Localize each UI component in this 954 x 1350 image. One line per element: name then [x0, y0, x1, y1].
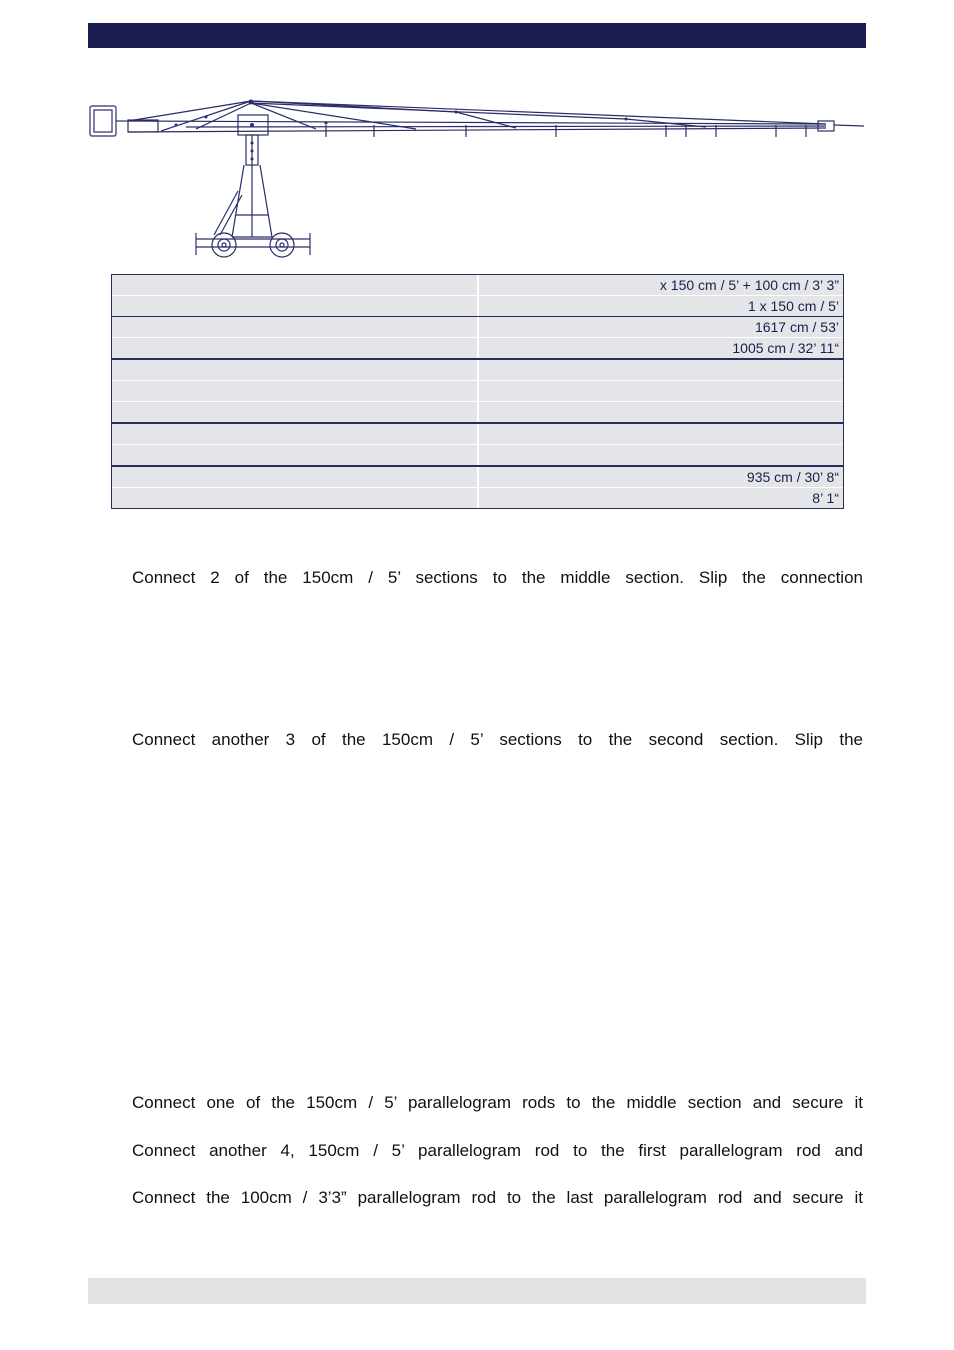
spec-label: [112, 296, 479, 316]
spec-value: [479, 445, 844, 465]
spec-value: [479, 360, 844, 380]
spec-row: [112, 424, 843, 445]
spec-row: [112, 296, 843, 316]
spec-value: [479, 381, 844, 401]
spec-value: [479, 402, 844, 422]
spec-label: [112, 317, 479, 337]
spec-label: [112, 445, 479, 465]
spec-group-2: [111, 316, 844, 359]
spec-group-4: [111, 423, 844, 466]
instruction-paragraph-5: Connect the 100cm / 3’3” parallelogram rod to the last parallelogram rod and secure it: [132, 1188, 863, 1207]
spec-value: x 150 cm / 5’ + 100 cm / 3’ 3”: [659, 277, 839, 293]
spec-label: [112, 467, 479, 487]
spec-row: [112, 360, 843, 381]
instruction-paragraph-4: Connect another 4, 150cm / 5’ parallelogram rod to the first parallelogram rod and: [132, 1141, 863, 1160]
footer-bar: [88, 1278, 866, 1304]
spec-value: 1617 cm / 53’: [754, 319, 839, 335]
spec-value: 935 cm / 30’ 8“: [746, 469, 839, 485]
spec-label: [112, 338, 479, 358]
spec-value: 8’ 1“: [812, 490, 839, 506]
spec-row: [112, 467, 843, 488]
header-bar: [88, 23, 866, 48]
spec-value: [479, 424, 844, 444]
spec-label: [112, 360, 479, 380]
spec-group-5: [111, 466, 844, 509]
spec-row: [112, 445, 843, 465]
spec-row: [112, 317, 843, 338]
spec-row: [112, 381, 843, 402]
spec-row: [112, 488, 843, 508]
spec-value: 1005 cm / 32’ 11“: [732, 340, 839, 356]
spec-group-1: [111, 274, 844, 317]
spec-row: [112, 275, 843, 296]
spec-row: [112, 402, 843, 422]
instruction-paragraph-2: Connect another 3 of the 150cm / 5’ sections to the second section. Slip the: [132, 730, 863, 749]
spec-row: [112, 338, 843, 358]
spec-group-3: [111, 359, 844, 423]
crane-diagram: [86, 95, 868, 263]
spec-label: [112, 275, 479, 295]
spec-label: [112, 381, 479, 401]
instruction-paragraph-3: Connect one of the 150cm / 5’ parallelogram rods to the middle section and secure it: [132, 1093, 863, 1112]
spec-label: [112, 424, 479, 444]
spec-label: [112, 402, 479, 422]
spec-value: 1 x 150 cm / 5’: [747, 298, 839, 314]
spec-label: [112, 488, 479, 508]
instruction-paragraph-1: Connect 2 of the 150cm / 5’ sections to the middle section. Slip the connection: [132, 568, 863, 587]
